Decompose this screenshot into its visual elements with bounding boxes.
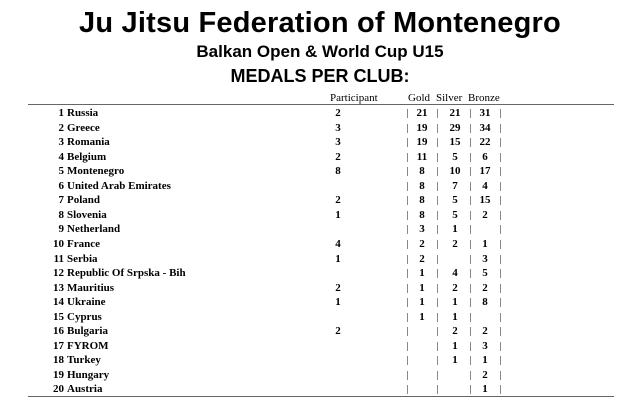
participant-count: 2 — [335, 325, 341, 338]
club-name: Serbia — [67, 252, 98, 265]
gold-count: 2 — [419, 252, 425, 265]
table-bottom-rule — [28, 396, 614, 397]
table-row — [0, 150, 640, 164]
column-separator — [470, 313, 471, 322]
table-row — [0, 310, 640, 324]
column-separator — [437, 182, 438, 191]
table-row — [0, 164, 640, 178]
column-separator — [437, 284, 438, 293]
column-separator — [470, 225, 471, 234]
column-separator — [470, 298, 471, 307]
column-separator — [500, 196, 501, 205]
column-separator — [437, 356, 438, 365]
column-separator — [500, 385, 501, 394]
table-row — [0, 339, 640, 353]
column-separator — [407, 371, 408, 380]
gold-count: 3 — [419, 223, 425, 236]
column-separator — [437, 269, 438, 278]
rank-cell: 4 — [58, 150, 64, 163]
gold-count: 2 — [419, 238, 425, 250]
column-separator — [500, 240, 501, 249]
column-separator — [470, 138, 471, 147]
silver-count: 5 — [452, 194, 458, 207]
rank-cell: 17 — [53, 339, 64, 352]
participant-count: 2 — [335, 281, 341, 294]
bronze-count: 31 — [479, 107, 491, 119]
bronze-count: 22 — [479, 136, 491, 149]
gold-count: 8 — [419, 165, 425, 178]
participant-count: 3 — [335, 136, 341, 149]
column-separator — [470, 124, 471, 133]
column-separator — [407, 196, 408, 205]
bronze-count: 6 — [482, 150, 488, 163]
column-separator — [407, 327, 408, 336]
silver-count: 5 — [452, 150, 458, 163]
gold-count: 21 — [416, 107, 428, 119]
table-row — [0, 237, 640, 251]
club-name: Poland — [67, 194, 101, 207]
rank-cell: 11 — [53, 252, 64, 265]
rank-cell: 20 — [53, 383, 64, 396]
column-separator — [407, 138, 408, 147]
rank-cell: 10 — [53, 238, 64, 250]
column-separator — [470, 385, 471, 394]
gold-count: 1 — [419, 281, 425, 294]
header-bronze: Bronze — [468, 92, 500, 104]
column-separator — [500, 342, 501, 351]
column-separator — [407, 225, 408, 234]
column-separator — [407, 284, 408, 293]
column-separator — [500, 313, 501, 322]
column-separator — [500, 284, 501, 293]
club-name: Slovenia — [67, 208, 107, 221]
rank-cell: 12 — [53, 267, 64, 280]
rank-cell: 19 — [53, 368, 64, 381]
club-name: Netherland — [67, 223, 121, 236]
participant-count: 2 — [335, 150, 341, 163]
club-name: Russia — [67, 107, 99, 119]
gold-count: 11 — [416, 150, 428, 163]
club-name: Turkey — [67, 354, 101, 367]
rank-cell: 15 — [53, 310, 64, 323]
club-name: Belgium — [67, 150, 107, 163]
column-separator — [470, 196, 471, 205]
column-separator — [470, 255, 471, 264]
silver-count: 1 — [452, 296, 458, 309]
rank-cell: 3 — [58, 136, 64, 149]
column-separator — [500, 255, 501, 264]
gold-count: 1 — [419, 267, 425, 280]
club-name: Ukraine — [67, 296, 106, 309]
participant-count: 2 — [335, 107, 341, 119]
column-separator — [437, 153, 438, 162]
column-separator — [470, 182, 471, 191]
club-name: Cyprus — [67, 310, 102, 323]
silver-count: 1 — [452, 339, 458, 352]
column-separator — [437, 255, 438, 264]
section-heading: MEDALS PER CLUB: — [230, 66, 410, 86]
gold-count: 1 — [419, 310, 425, 323]
column-separator — [407, 211, 408, 220]
column-separator — [407, 342, 408, 351]
column-separator — [470, 284, 471, 293]
column-separator — [470, 371, 471, 380]
column-separator — [437, 371, 438, 380]
table-row — [0, 106, 640, 120]
column-separator — [500, 371, 501, 380]
rank-cell: 6 — [58, 179, 64, 192]
column-separator — [437, 167, 438, 176]
column-separator — [407, 298, 408, 307]
table-row — [0, 208, 640, 222]
rank-cell: 5 — [58, 165, 64, 178]
gold-count: 8 — [419, 208, 425, 221]
column-separator — [470, 342, 471, 351]
bronze-count: 3 — [482, 339, 488, 352]
bronze-count: 2 — [482, 325, 488, 338]
table-row — [0, 295, 640, 309]
rank-cell: 9 — [58, 223, 64, 236]
column-separator — [407, 269, 408, 278]
column-separator — [470, 211, 471, 220]
rank-cell: 7 — [58, 194, 64, 207]
club-name: Austria — [67, 383, 103, 396]
rank-cell: 1 — [58, 107, 64, 119]
column-separator — [407, 124, 408, 133]
club-name: Montenegro — [67, 165, 125, 178]
header-gold: Gold — [408, 92, 430, 104]
silver-count: 10 — [449, 165, 461, 178]
column-separator — [500, 167, 501, 176]
club-name: France — [67, 238, 100, 250]
bronze-count: 1 — [482, 238, 488, 250]
table-row — [0, 382, 640, 396]
participant-count: 2 — [335, 194, 341, 207]
rank-cell: 18 — [53, 354, 64, 367]
table-row — [0, 179, 640, 193]
rank-cell: 8 — [58, 208, 64, 221]
column-separator — [407, 385, 408, 394]
bronze-count: 4 — [482, 179, 488, 192]
bronze-count: 2 — [482, 368, 488, 381]
bronze-count: 5 — [482, 267, 488, 280]
bronze-count: 34 — [479, 121, 491, 134]
bronze-count: 8 — [482, 296, 488, 309]
column-separator — [437, 342, 438, 351]
column-separator — [437, 385, 438, 394]
table-row — [0, 193, 640, 207]
silver-count: 29 — [449, 121, 461, 134]
column-separator — [500, 124, 501, 133]
bronze-count: 2 — [482, 208, 488, 221]
table-row — [0, 368, 640, 382]
column-separator — [500, 298, 501, 307]
rank-cell: 2 — [58, 121, 64, 134]
column-separator — [437, 225, 438, 234]
gold-count: 19 — [416, 121, 428, 134]
column-separator — [407, 109, 408, 118]
rank-cell: 13 — [53, 281, 64, 294]
club-name: United Arab Emirates — [67, 179, 171, 192]
participant-count: 1 — [335, 252, 341, 265]
table-row — [0, 353, 640, 367]
column-separator — [500, 153, 501, 162]
bronze-count: 1 — [482, 383, 488, 396]
column-separator — [470, 327, 471, 336]
table-row — [0, 324, 640, 338]
silver-count: 1 — [452, 354, 458, 367]
column-separator — [437, 138, 438, 147]
header-participant: Participant — [330, 92, 378, 104]
table-top-rule — [28, 104, 614, 105]
column-separator — [437, 298, 438, 307]
column-separator — [500, 138, 501, 147]
column-separator — [407, 255, 408, 264]
participant-count: 1 — [335, 208, 341, 221]
silver-count: 4 — [452, 267, 458, 280]
column-separator — [470, 356, 471, 365]
column-separator — [500, 109, 501, 118]
table-row — [0, 252, 640, 266]
column-separator — [470, 240, 471, 249]
column-separator — [500, 269, 501, 278]
participant-count: 1 — [335, 296, 341, 309]
column-separator — [500, 327, 501, 336]
gold-count: 19 — [416, 136, 428, 149]
table-row — [0, 266, 640, 280]
column-separator — [500, 225, 501, 234]
participant-count: 8 — [335, 165, 341, 178]
bronze-count: 3 — [482, 252, 488, 265]
club-name: Bulgaria — [67, 325, 108, 338]
club-name: FYROM — [67, 339, 109, 352]
column-separator — [407, 240, 408, 249]
club-name: Republic Of Srpska - Bih — [67, 267, 186, 280]
table-row — [0, 121, 640, 135]
column-separator — [500, 356, 501, 365]
column-separator — [437, 109, 438, 118]
rank-cell: 14 — [53, 296, 64, 309]
participant-count: 4 — [335, 238, 341, 250]
column-separator — [470, 109, 471, 118]
silver-count: 15 — [449, 136, 461, 149]
club-name: Hungary — [67, 368, 110, 381]
document-title: Ju Jitsu Federation of Montenegro — [79, 7, 561, 39]
column-separator — [500, 211, 501, 220]
table-row — [0, 222, 640, 236]
column-separator — [437, 124, 438, 133]
silver-count: 1 — [452, 223, 458, 236]
column-separator — [407, 313, 408, 322]
club-name: Romania — [67, 136, 110, 149]
header-silver: Silver — [436, 92, 463, 104]
column-separator — [437, 240, 438, 249]
column-separator — [407, 153, 408, 162]
column-separator — [470, 153, 471, 162]
column-separator — [437, 327, 438, 336]
gold-count: 8 — [419, 194, 425, 207]
silver-count: 2 — [452, 325, 458, 338]
table-row — [0, 135, 640, 149]
silver-count: 5 — [452, 208, 458, 221]
column-separator — [407, 356, 408, 365]
column-separator — [470, 167, 471, 176]
silver-count: 1 — [452, 310, 458, 323]
club-name: Greece — [67, 121, 100, 134]
bronze-count: 15 — [479, 194, 491, 207]
silver-count: 21 — [449, 107, 461, 119]
club-name: Mauritius — [67, 281, 115, 294]
participant-count: 3 — [335, 121, 341, 134]
bronze-count: 2 — [482, 281, 488, 294]
rank-cell: 16 — [53, 325, 64, 338]
column-separator — [500, 182, 501, 191]
column-separator — [470, 269, 471, 278]
column-separator — [407, 167, 408, 176]
column-separator — [437, 211, 438, 220]
bronze-count: 1 — [482, 354, 488, 367]
column-separator — [437, 313, 438, 322]
gold-count: 1 — [419, 296, 425, 309]
column-separator — [407, 182, 408, 191]
event-subtitle: Balkan Open & World Cup U15 — [196, 42, 444, 61]
table-row — [0, 281, 640, 295]
silver-count: 2 — [452, 238, 458, 250]
column-separator — [437, 196, 438, 205]
silver-count: 7 — [452, 179, 458, 192]
silver-count: 2 — [452, 281, 458, 294]
bronze-count: 17 — [479, 165, 491, 178]
gold-count: 8 — [419, 179, 425, 192]
